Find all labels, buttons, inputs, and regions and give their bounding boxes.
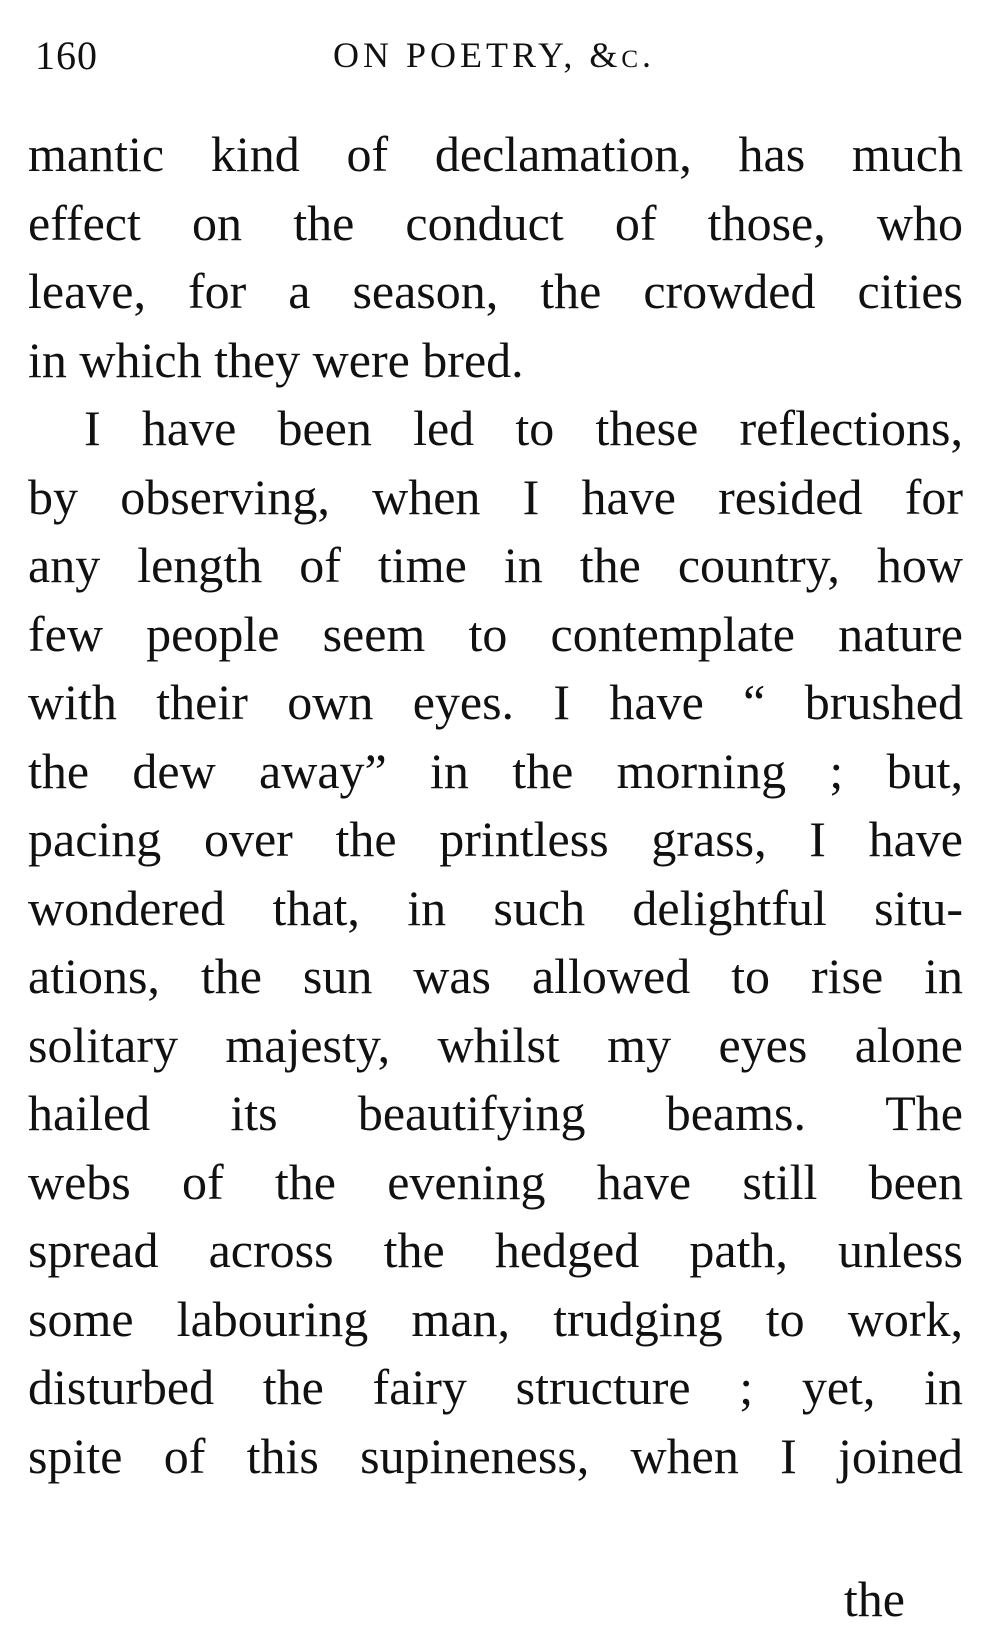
text-line: solitary majesty, whilst my eyes alone [28,1016,963,1073]
text-line: effect on the conduct of those, who [28,194,963,251]
page-header [0,22,1000,82]
text-line: webs of the evening have still been [28,1153,963,1210]
text-line: disturbed the fairy structure ; yet, in [28,1359,963,1415]
text-line: spite of this supineness, when I joined [28,1427,963,1484]
page-number: 160 [35,33,98,78]
text-line: pacing over the printless grass, I have [28,811,963,867]
text-line: with their own eyes. I have “ brushed [28,674,963,730]
text-line: spread across the hedged path, unless [28,1222,963,1278]
text-line: leave, for a season, the crowded cities [28,263,963,319]
text-line: by observing, when I have resided for [28,468,963,525]
paragraph [28,394,963,1490]
text-line: ations, the sun was allowed to rise in [28,948,963,1004]
text-line: the dew away” in the morning ; but, [28,742,963,799]
text-line: in which they were bred. [28,331,524,388]
catchword: the [843,1571,905,1627]
text-line: few people seem to contemplate nature [28,605,963,662]
text-line: mantic kind of declamation, has much [28,126,963,182]
body-text [28,120,963,1490]
text-line: I have been led to these reflections, [84,400,963,456]
text-line: any length of time in the country, how [28,537,963,593]
text-line: wondered that, in such delightful situ- [28,879,963,936]
running-head: ON POETRY, &c. [333,35,656,75]
text-line: hailed its beautifying beams. The [28,1085,963,1141]
text-line: some labouring man, trudging to work, [28,1290,963,1347]
paragraph [28,120,963,394]
